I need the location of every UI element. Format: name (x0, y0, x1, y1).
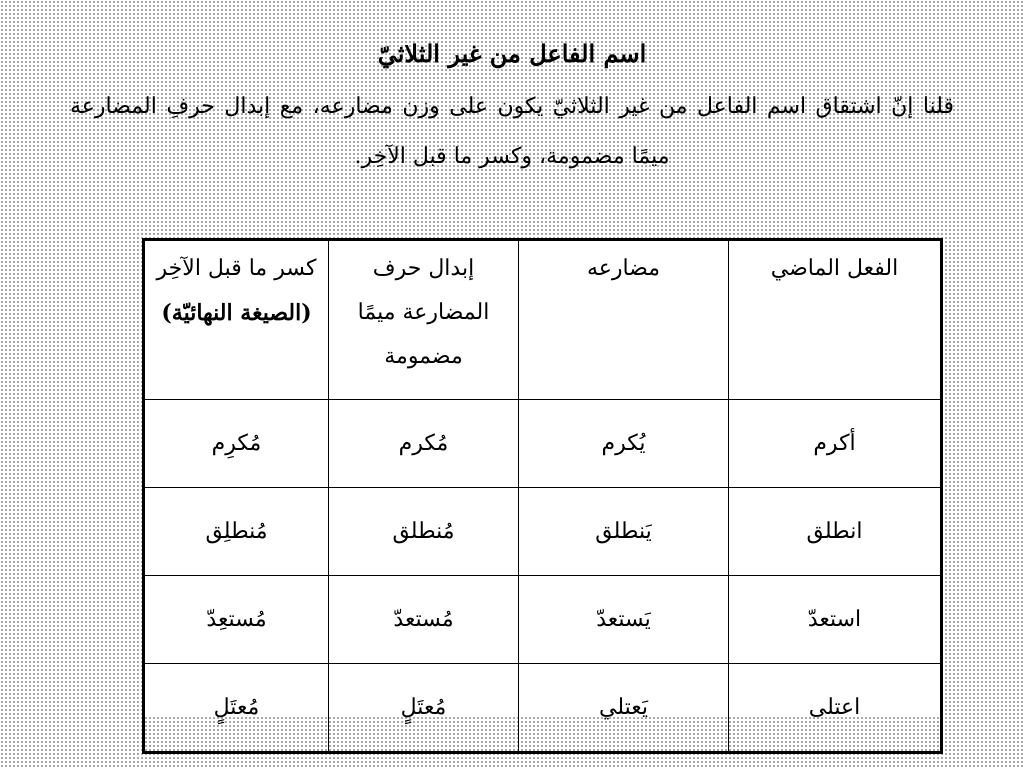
table-row (144, 664, 942, 753)
table-row (144, 400, 942, 488)
intro-paragraph: قلنا إنّ اشتقاق اسم الفاعل من غير الثلاثيّ يكون على وزن مضارعه، مع إبدال حرفِ المضارعة ميمًا مضمومة، وكسر ما قبل الآخِر. (70, 94, 954, 169)
cell-replaced: مُعتَلٍ (329, 664, 519, 753)
cell-present: يُكرم (519, 400, 729, 488)
table-row (144, 576, 942, 664)
cell-replaced: مُنطلق (329, 488, 519, 576)
header-kasra (144, 240, 329, 400)
header-present: مضارعه (519, 240, 729, 400)
cell-replaced: مُستعدّ (329, 576, 519, 664)
table-header-row (144, 240, 942, 400)
cell-final: مُعتَلٍ (144, 664, 329, 753)
cell-present: يَستعدّ (519, 576, 729, 664)
cell-final: مُنطلِق (144, 488, 329, 576)
cell-present: يَنطلق (519, 488, 729, 576)
cell-final: مُكرِم (144, 400, 329, 488)
cell-replaced: مُكرم (329, 400, 519, 488)
header-final-form: (الصيغة النهائيّة) (161, 300, 312, 326)
derivation-table (142, 238, 943, 754)
cell-past: استعدّ (729, 576, 942, 664)
header-replace-prefix: إبدال حرف المضارعة ميمًا مضمومة (329, 240, 519, 400)
derivation-table-container (142, 238, 940, 720)
header-past-verb: الفعل الماضي (729, 240, 942, 400)
cell-final: مُستعِدّ (144, 576, 329, 664)
cell-past: انطلق (729, 488, 942, 576)
table-row (144, 488, 942, 576)
cell-past: اعتلى (729, 664, 942, 753)
cell-present: يَعتلي (519, 664, 729, 753)
header-kasra-line: كسر ما قبل الآخِر (156, 256, 317, 281)
cell-past: أكرم (729, 400, 942, 488)
slide-title: اسم الفاعل من غير الثلاثيّ (377, 39, 647, 68)
